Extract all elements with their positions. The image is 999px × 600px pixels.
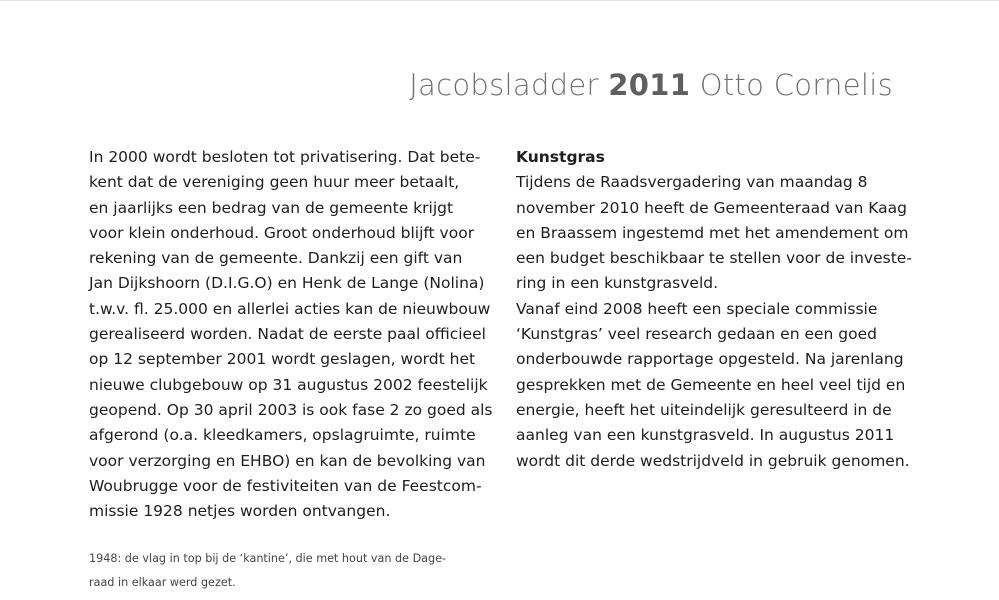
caption-line: raad in elkaar werd gezet. [89, 576, 236, 589]
paragraph-line: een budget beschikbaar te stellen voor de investe- [516, 249, 912, 268]
page-header [409, 68, 893, 102]
paragraph-line: aanleg van een kunstgrasveld. In augustus 2011 [516, 426, 895, 445]
section-heading-kunstgras: Kunstgras [516, 148, 605, 166]
paragraph-line: geopend. Op 30 april 2003 is ook fase 2 zo goed als [89, 400, 493, 419]
paragraph-line: Vanaf eind 2008 heeft een speciale commissie [516, 299, 878, 318]
paragraph-line: en Braassem ingestemd met het amendement om [516, 223, 909, 242]
photo-caption [89, 547, 446, 595]
paragraph-line: op 12 september 2001 wordt geslagen, wordt het [89, 350, 476, 369]
paragraph-line: gesprekken met de Gemeente en heel veel tijd en [516, 375, 906, 394]
paragraph-line: afgerond (o.a. kleedkamers, opslagruimte, ruimte [89, 426, 476, 445]
paragraph-line: kent dat de vereniging geen huur meer betaalt, [89, 173, 460, 192]
paragraph-line: november 2010 heeft de Gemeenteraad van Kaag [516, 198, 907, 217]
paragraph-line: nieuwe clubgebouw op 31 augustus 2002 feestelijk [89, 375, 488, 394]
paragraph-line: Tijdens de Raadsvergadering van maandag 8 [516, 173, 868, 192]
left-column-text [89, 145, 493, 524]
paragraph-line: t.w.v. fl. 25.000 en allerlei acties kan de nieuwbouw [89, 299, 491, 318]
paragraph-line: wordt dit derde wedstrijdveld in gebruik genomen. [516, 451, 910, 470]
paragraph-line: rekening van de gemeente. Dankzij een gift van [89, 249, 463, 268]
paragraph-line: Woubrugge voor de festiviteiten van de Feestcom- [89, 476, 482, 495]
paragraph-line: ring in een kunstgrasveld. [516, 274, 719, 293]
paragraph-line: missie 1928 netjes worden ontvangen. [89, 502, 391, 521]
paragraph-line: In 2000 wordt besloten tot privatisering. Dat bete- [89, 148, 481, 166]
header-title-prefix: Jacobsladder [409, 68, 599, 102]
paragraph-line: voor klein onderhoud. Groot onderhoud blijft voor [89, 223, 475, 242]
paragraph-line: voor verzorging en EHBO) en kan de bevolking van [89, 451, 486, 470]
header-title-suffix: Otto Cornelis [699, 68, 893, 102]
paragraph-line: gerealiseerd worden. Nadat de eerste paal officieel [89, 325, 486, 344]
right-column-text [516, 145, 916, 474]
caption-line: 1948: de vlag in top bij de ‘kantine’, die met hout van de Dage- [89, 552, 447, 565]
paragraph-line: en jaarlijks een bedrag van de gemeente krijgt [89, 198, 454, 217]
paragraph-line: ‘Kunstgras’ veel research gedaan en een goed [516, 325, 877, 344]
paragraph-line: Jan Dijkshoorn (D.I.G.O) en Henk de Lange (Nolina) [89, 274, 485, 293]
header-title-year: 2011 [608, 68, 691, 102]
paragraph-line: onderbouwde rapportage opgesteld. Na jarenlang [516, 350, 904, 369]
paragraph-line: energie, heeft het uiteindelijk geresulteerd in de [516, 400, 892, 419]
page-top-rule [0, 0, 999, 1]
